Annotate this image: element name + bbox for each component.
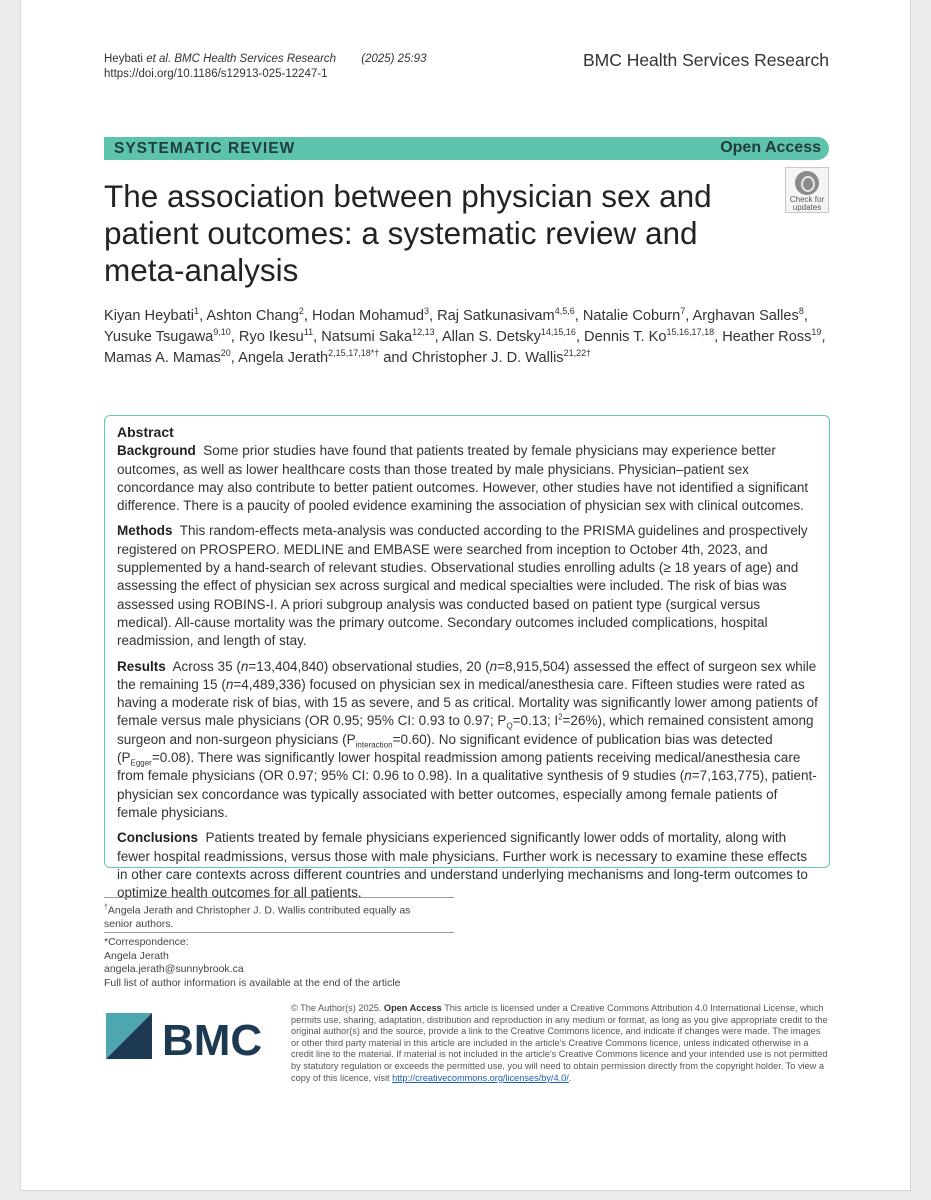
journal-name: BMC Health Services Research: [582, 50, 829, 70]
doi-link[interactable]: https://doi.org/10.1186/s12913-025-12247-1: [104, 68, 328, 80]
author-list: Kiyan Heybati$^1$, Ashton Chang$^2$, Hodan Mohamud$^3$, Raj Satkunasivam$^{4,5,6}$, Natalie Coburn$^7$, Arghavan Salles$^8$, Yusuke Tsugawa$^{9,10}$, Ryo Ikesu$^{11}$, Natsumi Saka$^{12,13}$, Allan S. Detsky$^{14,15,16}$, Dennis T. Ko$^{15,16,17,18}$, Heather Ross$^{19}$, Mamas A. Mamas$^{20}$, Angela Jerath$^{2,15,17,18*\dagger}$ and Christopher J. D. Wallis$^{21,22\dagger}$: [104, 306, 826, 366]
footnote-divider: [104, 932, 454, 933]
equal-contribution-note: †Angela Jerath and Christopher J. D. Wallis contributed equally as senior authors.: [104, 904, 411, 930]
check-updates-icon: [795, 171, 819, 195]
abstract-conclusions: Conclusions Patients treated by female physicians experienced significantly lower odds of mortality, along with fewer hospital readmissions, versus those with male physicians. Further work is necessary to examine these effects in other care contexts across different countries and understand underlying mechanisms and long-term outcomes to optimize health outcomes for all patients.: [117, 830, 808, 901]
article-type-label: SYSTEMATIC REVIEW: [114, 140, 296, 157]
license-link[interactable]: http://creativecommons.org/licenses/by/4.0/: [392, 1072, 569, 1083]
abstract-box: [104, 415, 830, 901]
abstract-background: Background Some prior studies have found that patients treated by female physicians may experience better outcomes, as well as lower healthcare costs than those treated by male physicians. Physician–patient sex concordance may also contribute to better patient outcomes. However, other studies have not identified a significant difference. There is a paucity of pooled evidence examining the association of physician sex with clinical outcomes.: [117, 443, 809, 514]
article-page: [20, 0, 911, 1191]
author: Hodan Mohamud$^3$: [312, 306, 429, 324]
abstract-results: Results Across 35 (n=13,404,840) observational studies, 20 (n=8,915,504) assessed the effect of surgeon sex while the remaining 15 (n=4,489,336) focused on physician sex in medical/anesthesia care. Fifteen studies were rated as having a moderate risk of bias, with 15 as severe, and 5 as critical. Mortality was significantly lower among patients of female versus male physicians (OR 0.95; 95% CI: 0.93 to 0.97; $P_Q=0.13$; $I^2=26\%$), which remained consistent among surgeon and non-surgeon physicians $(P_{interaction}=0.60)$. No significant evidence of publication bias was detected $(P_{Egger}=0.08)$. There was significantly lower hospital readmission among patients receiving medical/anesthesia care from female physicians (OR 0.97; 95% CI: 0.96 to 0.98). In a qualitative synthesis of 9 studies (n=7,163,775), patient-physician sex concordance was typically associated with better outcomes, especially among female patients of female physicians.: [117, 658, 818, 820]
check-updates-line2: updates: [792, 203, 822, 212]
author: Ashton Chang$^2$: [206, 306, 304, 324]
correspondence-email[interactable]: angela.jerath@sunnybrook.ca: [104, 963, 244, 975]
footnote-divider: [104, 897, 454, 898]
citation-header: [104, 52, 426, 82]
cite-etal: et al.: [146, 53, 172, 65]
author: Allan S. Detsky$^{14,15,16}$: [441, 327, 576, 345]
author-info-note: Full list of author information is available at the end of the article: [104, 976, 401, 989]
cite-journal: BMC Health Services Research: [174, 53, 337, 65]
correspondence-name: Angela Jerath: [104, 949, 169, 962]
open-access-label: Open Access: [720, 139, 821, 156]
correspondence-label: *Correspondence:: [104, 936, 189, 948]
license-text: © The Author(s) 2025. Open Access This article is licensed under a Creative Commons Attribution 4.0 International License, which permits use, sharing, adaptation, distribution and reproduction in any medium or format, as long as you give appropriate credit to the original author(s) and the source, provide a link to the Creative Commons licence, and indicate if changes were made. The images or other third party material in this article are included in the article's Creative Commons licence, unless indicated otherwise in a credit line to the material. If material is not included in the article's Creative Commons licence and your intended use is not permitted by statutory regulation or exceeds the permitted use, you will need to obtain permission directly from the copyright holder. To view a copy of this licence, visit http://creativecommons.org/licenses/by/4.0/.: [291, 1003, 828, 1083]
abstract-methods: Methods This random-effects meta-analysis was conducted according to the PRISMA guidelines and prospectively registered on PROSPERO. MEDLINE and EMBASE were searched from inception to October 4th, 2023, and supplemented by a hand-search of relevant studies. Observational studies enrolling adults (≥ 18 years of age) and assessing the effect of physician sex across surgical and medical specialties were included. The risk of bias was assessed using ROBINS-I. A priori subgroup analysis was conducted based on patient type (surgical versus medical). All-cause mortality was the primary outcome. Secondary outcomes included complications, hospital readmission, and length of stay.: [117, 523, 808, 649]
logo-text: BMC: [162, 1016, 263, 1061]
cite-year: (2025) 25:93: [361, 53, 427, 65]
author: Ryo Ikesu$^{11}$: [238, 327, 314, 345]
check-for-updates-badge[interactable]: [785, 167, 829, 213]
author: Heather Ross$^{19}$: [722, 327, 822, 345]
article-type-banner: [104, 137, 829, 160]
author: Dennis T. Ko$^{15,16,17,18}$: [584, 327, 715, 345]
author: Natsumi Saka$^{12,13}$: [321, 327, 435, 345]
abstract-heading: Abstract: [117, 424, 174, 440]
author: Christopher J. D. Wallis$^{21,22\dagger}$: [411, 348, 592, 366]
author: Arghavan Salles$^8$: [692, 306, 804, 324]
bmc-logo: [106, 1013, 276, 1061]
author: Angela Jerath$^{2,15,17,18*\dagger}$: [238, 348, 380, 366]
author: Yusuke Tsugawa$^{9,10}$: [104, 327, 231, 345]
author: Kiyan Heybati$^1$: [104, 306, 200, 324]
cite-author: Heybati: [104, 53, 143, 65]
check-updates-line1: Check for: [789, 195, 825, 204]
author: Natalie Coburn$^7$: [582, 306, 686, 324]
correspondence-block: [104, 936, 484, 990]
author: Raj Satkunasivam$^{4,5,6}$: [437, 306, 575, 324]
article-title: The association between physician sex and patient outcomes: a systematic review and meta-analysis: [104, 178, 712, 288]
author: Mamas A. Mamas$^{20}$: [104, 348, 231, 366]
